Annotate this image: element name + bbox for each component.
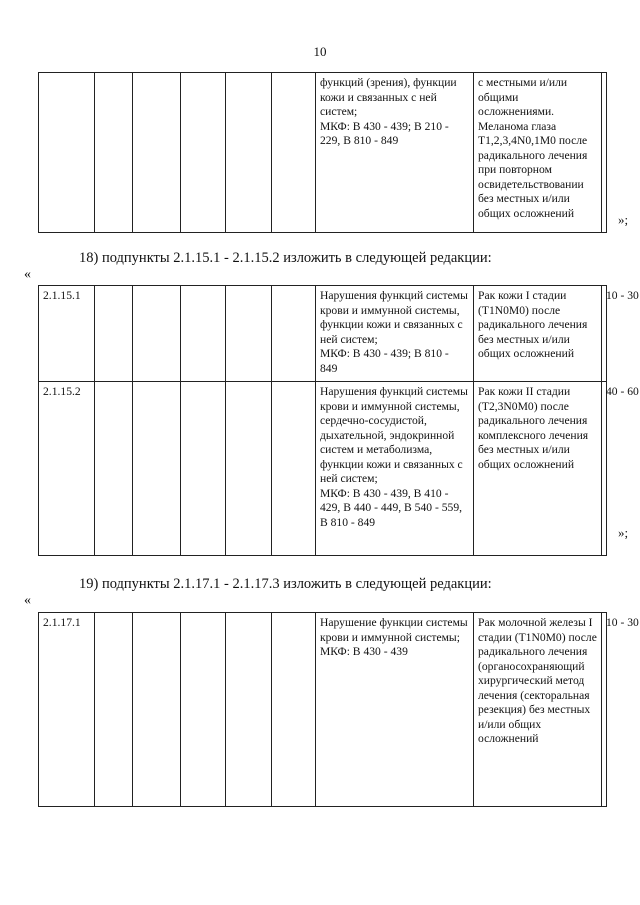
empty-cell: [272, 613, 316, 807]
empty-cell: [226, 613, 272, 807]
table-row: [39, 382, 607, 556]
empty-cell: [226, 286, 272, 382]
instruction-18: 18) подпункты 2.1.15.1 - 2.1.15.2 изложить в следующей редакции:: [79, 250, 492, 266]
table-2-1-15: [38, 285, 639, 556]
criteria-cell: Нарушения функций системы крови и иммунной системы, функции кожи и связанных с ней систем; МКФ: В 430 - 439; В 810 - 849: [316, 286, 474, 382]
code-cell: 2.1.15.2: [39, 382, 95, 556]
criteria-cell: Нарушение функции системы крови и иммунной системы; МКФ: В 430 - 439: [316, 613, 474, 807]
percent-cell: [602, 73, 607, 233]
table-row: [39, 286, 607, 382]
code-cell: 2.1.15.1: [39, 286, 95, 382]
empty-cell: [133, 73, 181, 233]
empty-cell: [272, 286, 316, 382]
empty-cell: [272, 382, 316, 556]
empty-cell: [181, 286, 226, 382]
condition-cell: с местными и/или общими осложнениями. Меланома глаза Т1,2,3,4N0,1M0 после радикального лечения при повторном освидетельствовании без местных и/или общих осложнений: [474, 73, 602, 233]
table-row: [39, 613, 607, 807]
percent-cell: 10 - 30: [602, 286, 607, 382]
criteria-cell: Нарушения функций системы крови и иммунной системы, сердечно-сосудистой, дыхательной, эндокринной систем и метаболизма, функции кожи и связанных с ней систем; МКФ: В 430 - 439, В 410 - 429, В 440 - 449, В 540 - 559, В 810 - 849: [316, 382, 474, 556]
end-quote: »;: [618, 525, 629, 540]
empty-cell: [226, 382, 272, 556]
empty-cell: [95, 613, 133, 807]
empty-cell: [133, 382, 181, 556]
empty-cell: [95, 73, 133, 233]
empty-cell: [181, 613, 226, 807]
empty-cell: [272, 73, 316, 233]
condition-cell: Рак молочной железы I стадии (T1N0M0) после радикального лечения (органосохраняющий хирургический метод лечения (секторальная резекция) без местных и/или общих осложнений: [474, 613, 602, 807]
empty-cell: [133, 286, 181, 382]
instruction-19: 19) подпункты 2.1.17.1 - 2.1.17.3 изложить в следующей редакции:: [79, 576, 492, 592]
table-row: [39, 73, 607, 233]
open-quote: «: [24, 593, 31, 608]
page-number: 10: [313, 44, 327, 59]
criteria-cell: функций (зрения), функции кожи и связанных с ней систем; МКФ: В 430 - 439; В 210 - 229, В 810 - 849: [316, 73, 474, 233]
empty-cell: [181, 382, 226, 556]
code-cell: 2.1.17.1: [39, 613, 95, 807]
percent-cell: 10 - 30: [602, 613, 607, 807]
empty-cell: [95, 382, 133, 556]
table-2-1-17: [38, 612, 639, 807]
empty-cell: [226, 73, 272, 233]
table-continuation: [38, 72, 607, 233]
end-quote: »;: [618, 212, 629, 227]
code-cell: [39, 73, 95, 233]
condition-cell: Рак кожи II стадии (T2,3N0M0) после радикального лечения комплексного лечения без местных и/или общих осложнений: [474, 382, 602, 556]
empty-cell: [133, 613, 181, 807]
condition-cell: Рак кожи I стадии (T1N0M0) после радикального лечения без местных и/или общих осложнений: [474, 286, 602, 382]
percent-cell: 40 - 60: [602, 382, 607, 556]
open-quote: «: [24, 267, 31, 282]
empty-cell: [181, 73, 226, 233]
empty-cell: [95, 286, 133, 382]
